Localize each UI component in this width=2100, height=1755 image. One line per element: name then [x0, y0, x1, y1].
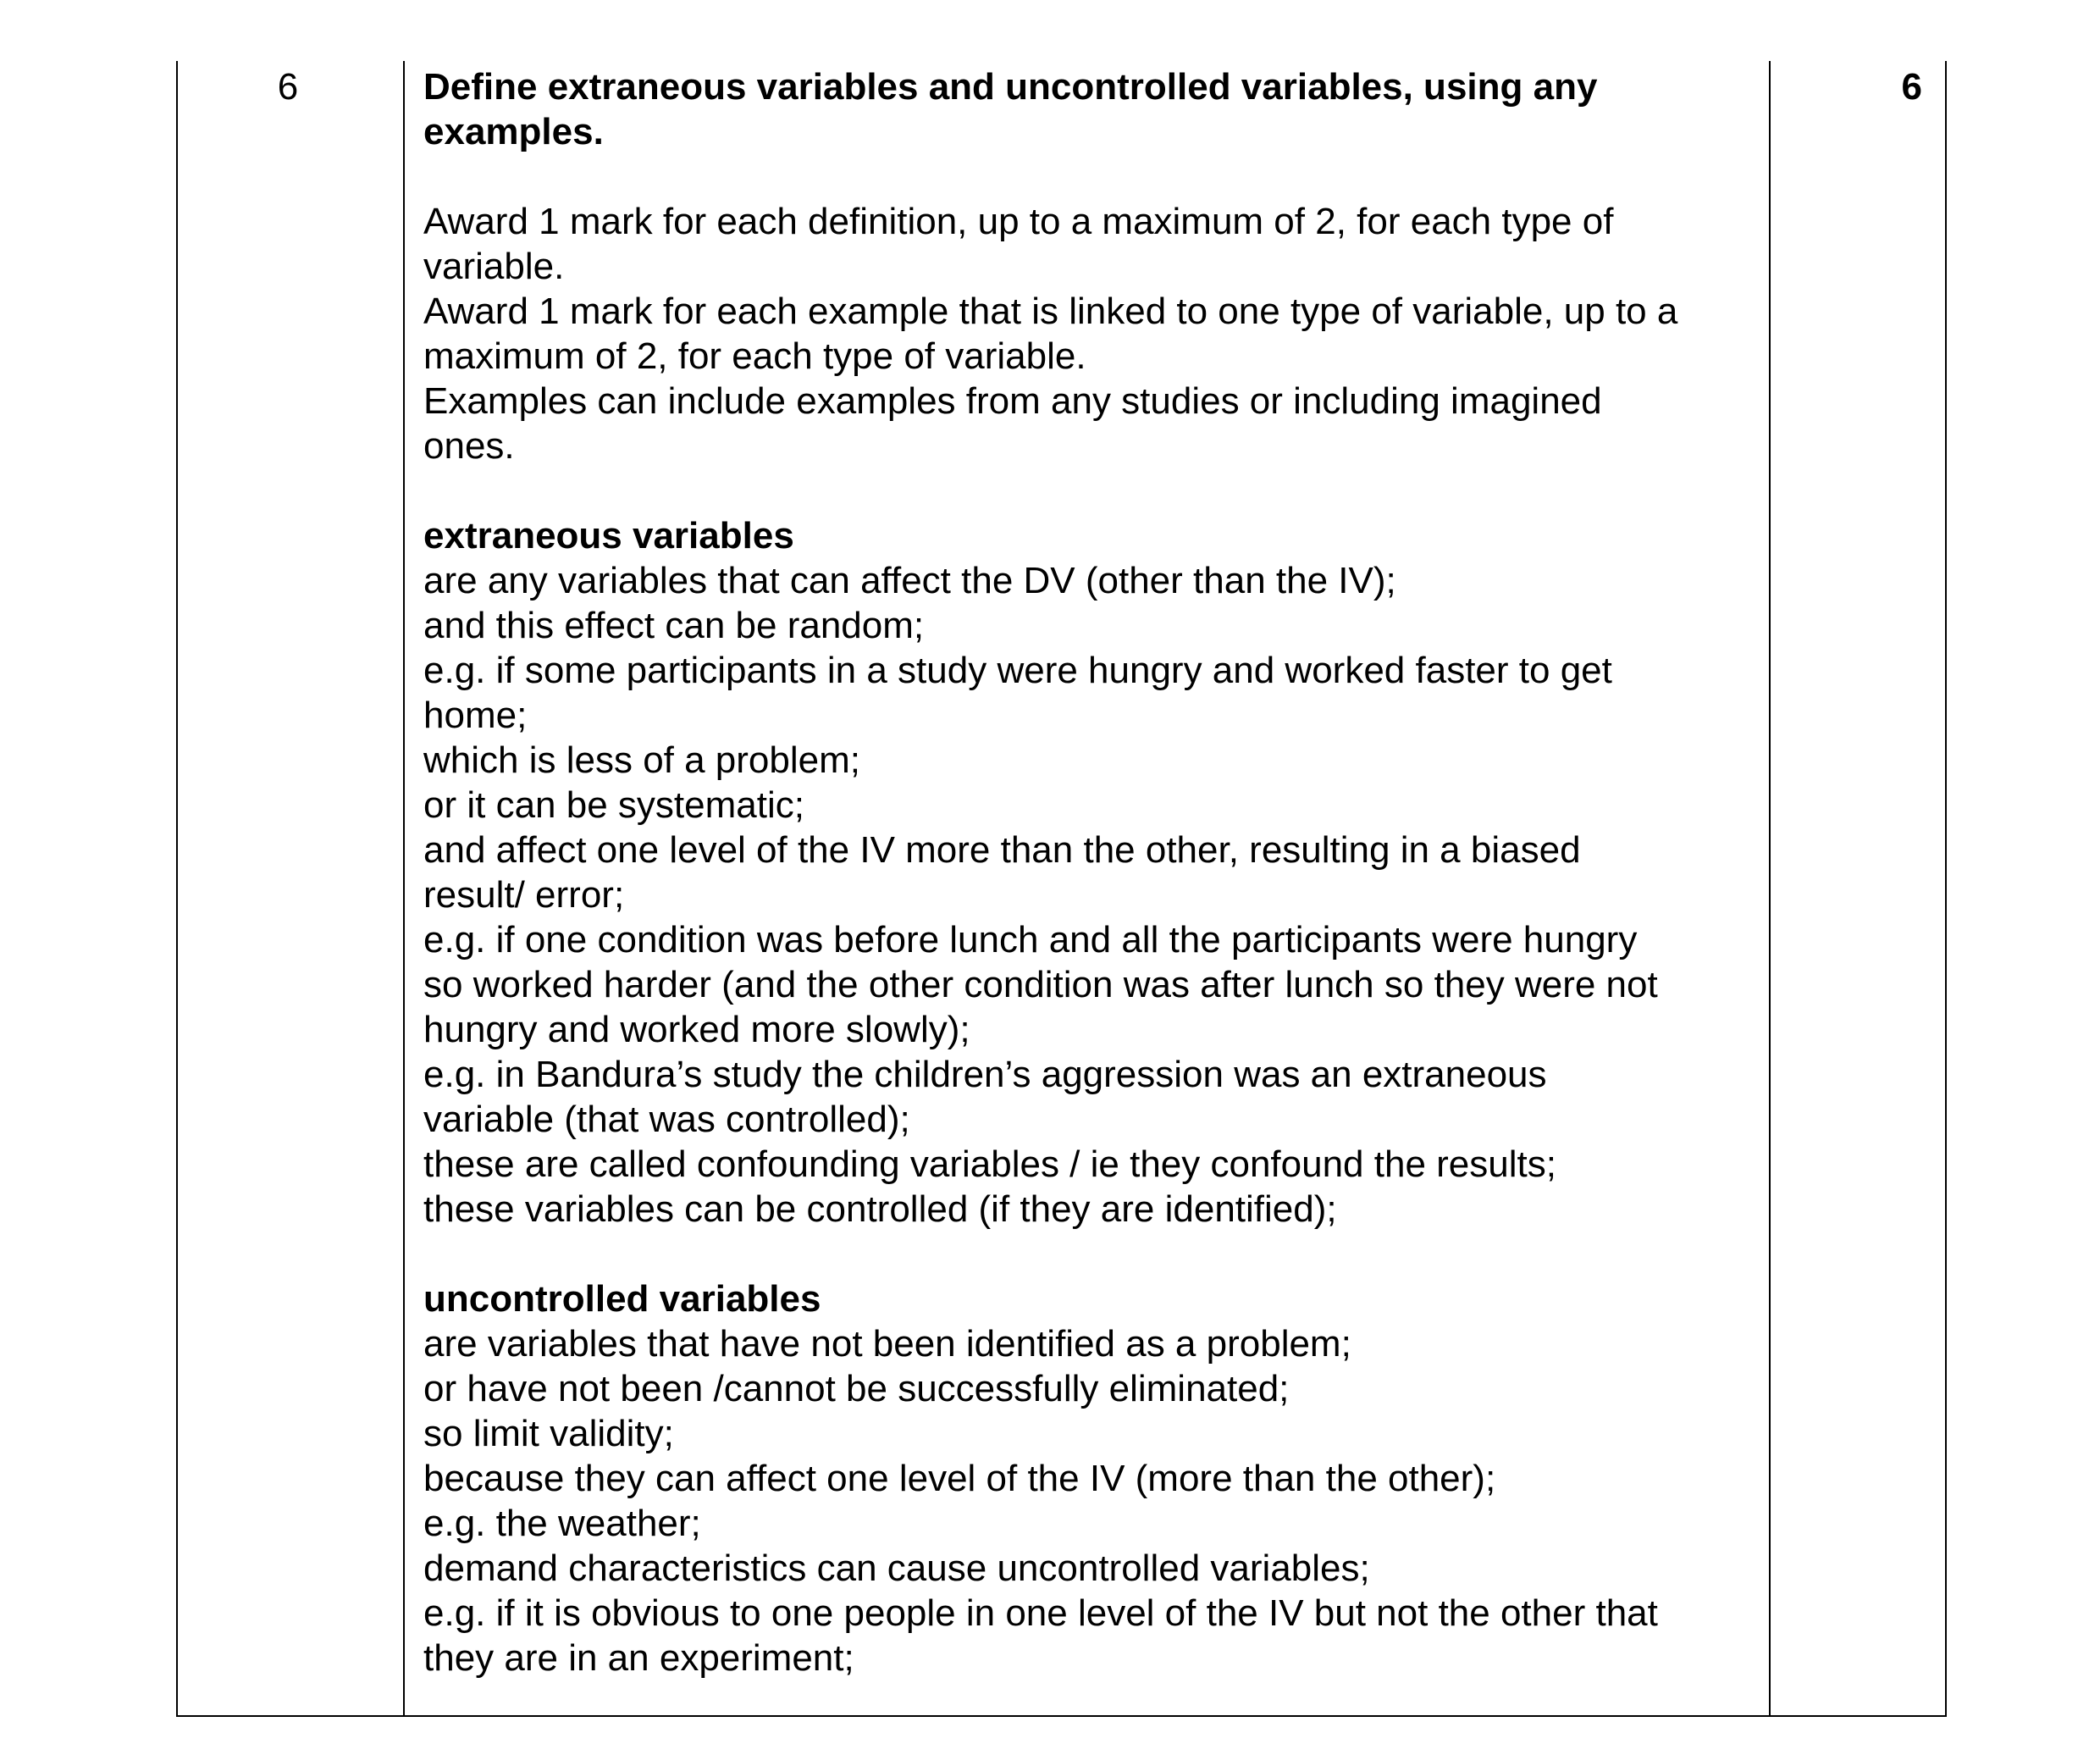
uncontrolled-line: e.g. the weather;	[423, 1503, 701, 1544]
extraneous-line: result/ error;	[423, 874, 625, 916]
extraneous-line: which is less of a problem;	[423, 739, 860, 781]
extraneous-line: these variables can be controlled (if they are identified);	[423, 1188, 1337, 1230]
uncontrolled-line: because they can affect one level of the IV (more than the other);	[423, 1458, 1496, 1499]
table-border-col2	[1769, 61, 1771, 1717]
guidance-line: Award 1 mark for each example that is linked to one type of variable, up to a	[423, 291, 1678, 332]
extraneous-line: and affect one level of the IV more than the other, resulting in a biased	[423, 829, 1581, 871]
uncontrolled-heading: uncontrolled variables	[423, 1278, 821, 1320]
extraneous-line: e.g. in Bandura’s study the children’s aggression was an extraneous	[423, 1054, 1547, 1095]
table-border-right	[1945, 61, 1947, 1717]
question-number: 6	[277, 66, 299, 108]
question-marks: 6	[1901, 66, 1922, 108]
uncontrolled-line: so limit validity;	[423, 1413, 674, 1454]
guidance-line: maximum of 2, for each type of variable.	[423, 335, 1086, 377]
extraneous-heading: extraneous variables	[423, 515, 794, 556]
spacer	[423, 154, 1753, 199]
guidance-line: Examples can include examples from any studies or including imagined	[423, 380, 1602, 422]
uncontrolled-line: are variables that have not been identified as a problem;	[423, 1323, 1351, 1365]
spacer	[423, 1232, 1753, 1276]
uncontrolled-line: they are in an experiment;	[423, 1637, 854, 1679]
extraneous-line: home;	[423, 695, 528, 736]
extraneous-line: these are called confounding variables / ie they confound the results;	[423, 1143, 1556, 1185]
uncontrolled-line: e.g. if it is obvious to one people in one level of the IV but not the other that	[423, 1592, 1658, 1634]
question-title-line-1: Define extraneous variables and uncontrolled variables, using any	[423, 66, 1598, 108]
guidance-line: Award 1 mark for each definition, up to a maximum of 2, for each type of	[423, 201, 1614, 242]
mark-scheme-content	[423, 64, 1753, 1680]
extraneous-line: and this effect can be random;	[423, 605, 925, 646]
extraneous-line: so worked harder (and the other condition was after lunch so they were not	[423, 964, 1658, 1005]
extraneous-line: are any variables that can affect the DV (other than the IV);	[423, 560, 1396, 601]
table-border-left	[176, 61, 178, 1717]
uncontrolled-line: or have not been /cannot be successfully eliminated;	[423, 1368, 1290, 1409]
question-title-line-2: examples.	[423, 111, 604, 152]
extraneous-line: or it can be systematic;	[423, 784, 804, 826]
table-border-col1	[403, 61, 405, 1717]
uncontrolled-line: demand characteristics can cause uncontrolled variables;	[423, 1547, 1370, 1589]
extraneous-line: variable (that was controlled);	[423, 1099, 910, 1140]
extraneous-line: e.g. if some participants in a study were hungry and worked faster to get	[423, 650, 1612, 691]
guidance-line: ones.	[423, 425, 515, 467]
guidance-line: variable.	[423, 246, 565, 287]
extraneous-line: hungry and worked more slowly);	[423, 1009, 970, 1050]
extraneous-line: e.g. if one condition was before lunch and all the participants were hungry	[423, 919, 1638, 961]
table-border-bottom	[176, 1715, 1947, 1717]
spacer	[423, 468, 1753, 513]
